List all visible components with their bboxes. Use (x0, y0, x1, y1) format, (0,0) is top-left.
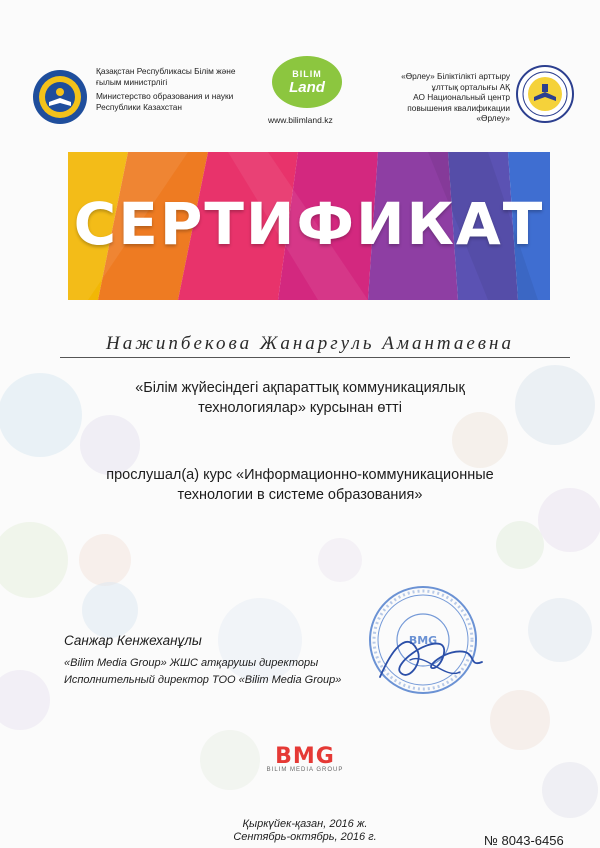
ministry-ru: Министерство образования и науки Республики Казахстан (96, 91, 234, 112)
issue-date-kz: Қыркүйек-қазан, 2016 ж. (242, 818, 368, 830)
course-ru-line1: прослушал(а) курс «Информационно-коммуникационные (106, 467, 494, 483)
website-link: www.bilimland.kz (268, 115, 333, 125)
director-name: Санжар Кенжеханұлы (64, 633, 202, 648)
certificate-number: № 8043-6456 (484, 833, 564, 848)
director-title-kz: «Bilim Media Group» ЖШС атқарушы директоры (64, 657, 319, 669)
course-description-ru (60, 465, 540, 505)
signature-icon (370, 622, 490, 692)
recipient-underline (60, 357, 570, 358)
bmg-logo-subtitle: BILIM MEDIA GROUP (266, 767, 344, 773)
orleu-block (388, 71, 510, 124)
course-kz-line1: «Білім жүйесіндегі ақпараттық коммуникациялық (135, 380, 465, 396)
bilimland-logo-top: BILIM (292, 68, 322, 79)
course-description-kz (60, 378, 540, 418)
ministry-block (96, 66, 246, 112)
bilimland-logo (272, 56, 342, 108)
orleu-kz: «Өрлеу» Біліктілікті арттыру ұлттық орталығы АҚ (401, 71, 510, 92)
issue-date (205, 818, 405, 844)
bmg-logo (260, 744, 350, 773)
svg-text:BMG: BMG (408, 634, 438, 647)
kz-ministry-emblem-icon (31, 68, 89, 126)
bmg-logo-text: BMG (275, 744, 335, 769)
orleu-emblem-icon (515, 64, 575, 124)
issue-date-ru: Сентябрь-октябрь, 2016 г. (233, 831, 377, 843)
certificate-title: СЕРТИФИКАТ (73, 190, 545, 258)
ministry-kz: Қазақстан Республикасы Білім және ғылым министрлігі (96, 66, 236, 87)
orleu-ru: АО Национальный центр повышения квалификации «Өрлеу» (407, 92, 510, 124)
director-title-ru: Исполнительный директор ТОО «Bilim Media Group» (64, 674, 342, 686)
bilimland-logo-bottom: Land (289, 78, 325, 96)
recipient-name: Нажипбекова Жанаргуль Амантаевна (106, 333, 514, 354)
course-kz-line2: технологиялар» курсынан өтті (198, 400, 402, 416)
course-ru-line2: технологии в системе образования» (177, 487, 423, 503)
